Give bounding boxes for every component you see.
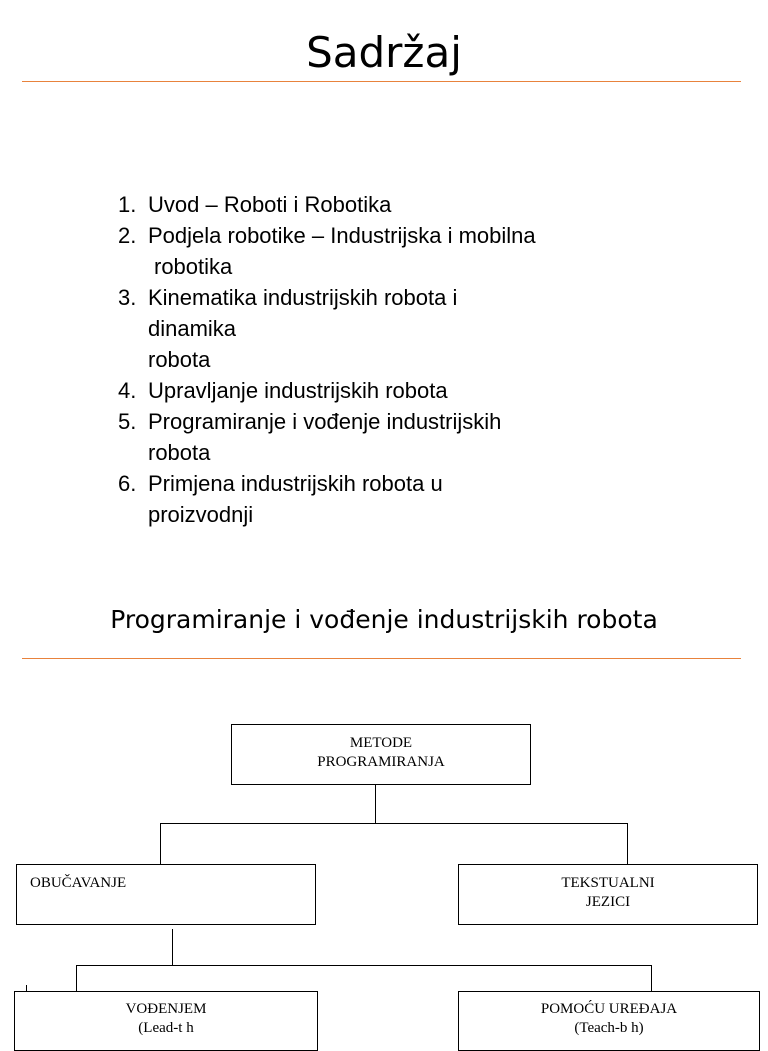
slide-title-programiranje: Programiranje i vođenje industrijskih robota [110, 605, 658, 634]
title-divider [22, 81, 741, 82]
diagram-node-vodenjem [14, 991, 318, 1051]
toc-item-number: 3. [118, 285, 137, 310]
toc-item-number: 6. [118, 471, 137, 496]
toc-item-text: Uvod – Roboti i Robotika [148, 192, 392, 217]
toc-item-number: 1. [118, 192, 137, 217]
node-label: OBUČAVANJE [30, 875, 127, 891]
toc-item-number: 2. [118, 223, 137, 248]
node-label: METODE [349, 735, 413, 751]
toc-item-text: Podjela robotike – Industrijska i mobilna [148, 223, 536, 248]
connector-line [76, 965, 77, 991]
toc-item-text-continued: robota [148, 440, 211, 465]
connector-line [375, 785, 376, 823]
connector-line [76, 965, 652, 966]
diagram-node-metode-programiranja [231, 724, 531, 785]
toc-item-number: 5. [118, 409, 137, 434]
toc-item-text: Upravljanje industrijskih robota [148, 378, 448, 403]
table-of-contents [118, 189, 618, 530]
toc-item-text-continued: robota [148, 347, 211, 372]
node-label-partial: (Lead-t h [138, 1020, 194, 1036]
toc-item-number: 4. [118, 378, 137, 403]
connector-line [172, 929, 173, 965]
connector-line [160, 823, 628, 824]
diagram-node-obucavanje [16, 864, 316, 925]
node-label: JEZICI [585, 894, 631, 910]
node-label-partial: (Teach-b h) [574, 1020, 644, 1036]
node-label: TEKSTUALNI [561, 875, 655, 891]
diagram-node-tekstualni-jezici [458, 864, 758, 925]
toc-item [118, 468, 618, 530]
diagram-node-pomocu-uredaja [458, 991, 760, 1051]
connector-line [627, 823, 628, 864]
toc-item [118, 220, 618, 282]
node-label: POMOĆU UREĐAJA [540, 1001, 678, 1017]
node-label: VOĐENJEM [125, 1001, 207, 1017]
toc-item [118, 189, 618, 220]
connector-line [651, 965, 652, 991]
slide-title-sadrzaj: Sadržaj [306, 28, 462, 77]
toc-item [118, 282, 618, 375]
toc-item-text: Kinematika industrijskih robota i [148, 285, 458, 310]
toc-item [118, 406, 618, 468]
toc-item-text-continued: dinamika [148, 316, 237, 341]
toc-item-text: Primjena industrijskih robota u [148, 471, 443, 496]
toc-item-text-continued: proizvodnji [148, 502, 254, 527]
title-divider [22, 658, 741, 659]
toc-item [118, 375, 618, 406]
toc-item-text-continued: robotika [154, 254, 233, 279]
toc-item-text: Programiranje i vođenje industrijskih [148, 409, 502, 434]
node-label: PROGRAMIRANJA [317, 754, 445, 770]
connector-line [160, 823, 161, 864]
